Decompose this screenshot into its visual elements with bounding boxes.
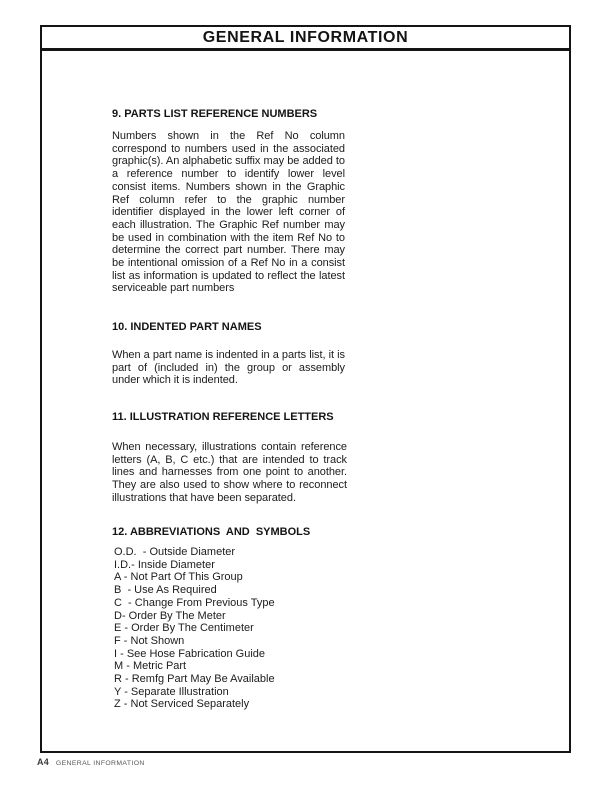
footer-page-code: A4 — [37, 757, 49, 767]
section-11-paragraph: When necessary, illustrations contain reference letters (A, B, C etc.) that are intended to track lines and harnesses from one point to another. They are also used to show where to reconnect illustrations that have been separated. — [112, 441, 347, 504]
abbreviation-item-f: F - Not Shown — [114, 634, 185, 647]
abbreviation-item-i: I - See Hose Fabrication Guide — [114, 647, 266, 660]
abbreviation-item-z: Z - Not Serviced Separately — [114, 698, 250, 711]
section-10-heading: 10. INDENTED PART NAMES — [112, 321, 262, 333]
abbreviation-item-d: D- Order By The Meter — [114, 609, 226, 622]
abbreviation-item-e: E - Order By The Centimeter — [114, 622, 254, 635]
section-9-paragraph: Numbers shown in the Ref No column correspond to numbers used in the associated graphic(s). An alphabetic suffix may be added to a reference number to identify lower level consist items. Numbers shown in the Graphic Ref column refer to the graphic number identifier displayed in the lower left corner of each illustration. The Graphic Ref number may be used in combination with the item Ref No to determine the correct part number. There may be intentional omission of a Ref No in a consist list as information is updated to reflect the latest serviceable part numbers — [112, 130, 345, 295]
page-footer — [37, 757, 145, 767]
abbreviation-item-c: C - Change From Previous Type — [114, 596, 275, 609]
abbreviation-list — [114, 546, 275, 711]
footer-section-label: GENERAL INFORMATION — [55, 760, 145, 767]
abbreviation-item-y: Y - Separate Illustration — [114, 685, 229, 698]
abbreviation-item-a: A - Not Part Of This Group — [114, 571, 243, 584]
abbreviation-item-m: M - Metric Part — [114, 660, 187, 673]
section-11-heading: 11. ILLUSTRATION REFERENCE LETTERS — [112, 411, 334, 423]
page-title: GENERAL INFORMATION — [202, 28, 409, 46]
abbreviation-item-od: O.D. - Outside Diameter — [114, 546, 236, 558]
abbreviation-item-r: R - Remfg Part May Be Available — [114, 673, 275, 686]
document-frame — [40, 25, 571, 753]
abbreviation-item-id: I.D.- Inside Diameter — [114, 558, 215, 571]
section-12-heading: 12. ABBREVIATIONS AND SYMBOLS — [112, 526, 311, 538]
abbreviation-item-b: B - Use As Required — [114, 584, 217, 597]
page-header-band — [42, 27, 569, 51]
section-10-paragraph: When a part name is indented in a parts list, it is part of (included in) the group or assembly under which it is indented. — [112, 349, 345, 387]
section-9-heading: 9. PARTS LIST REFERENCE NUMBERS — [112, 108, 318, 120]
